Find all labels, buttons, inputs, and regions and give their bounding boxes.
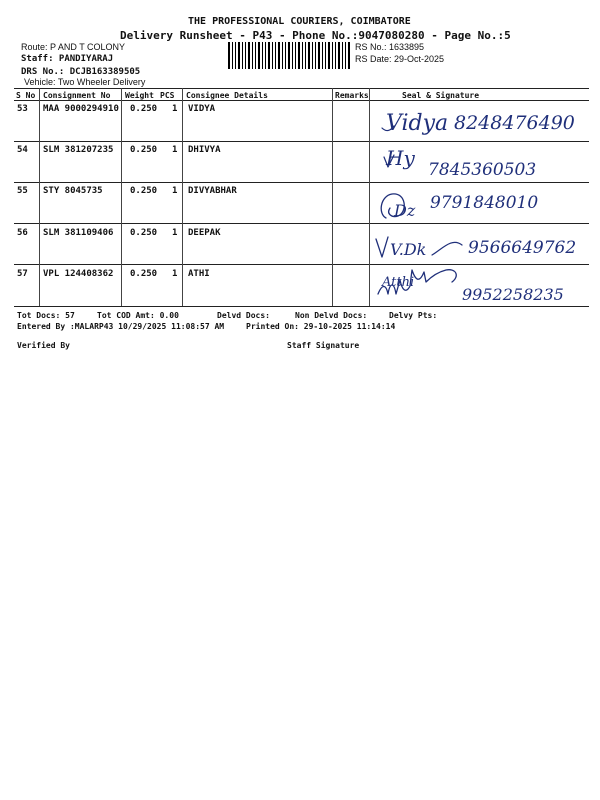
signature-deepak (372, 225, 588, 263)
barcode-bar (258, 42, 260, 69)
row-weight: 0.250 (130, 269, 158, 279)
delivered-docs: Delvd Docs: (217, 311, 270, 320)
barcode-bar (252, 42, 253, 69)
col-header-signature: Seal & Signature (402, 91, 480, 100)
row-divider (14, 264, 589, 265)
rs-date: RS Date: 29-Oct-2025 (355, 54, 445, 64)
barcode-bar (348, 42, 350, 69)
row-consignee: DIVYABHAR (188, 186, 237, 196)
barcode-bar (318, 42, 320, 69)
barcode (228, 42, 352, 69)
barcode-bar (265, 42, 266, 69)
signature-dhivya (372, 143, 588, 181)
barcode-bar (315, 42, 316, 69)
svg-text:9952258235: 9952258235 (462, 285, 564, 304)
svg-text:Dz: Dz (394, 201, 416, 220)
barcode-bar (275, 42, 276, 69)
svg-text:9566649762: 9566649762 (468, 238, 577, 258)
col-divider (332, 88, 333, 306)
drs-number: DRS No.: DCJB163389505 (21, 67, 141, 77)
barcode-bar (232, 42, 233, 69)
row-sno: 54 (17, 145, 28, 155)
svg-text:7845360503: 7845360503 (428, 160, 537, 180)
row-consignee: ATHI (188, 269, 210, 279)
row-consignee: DEEPAK (188, 228, 221, 238)
non-delivered-docs: Non Delvd Docs: (295, 311, 368, 320)
barcode-bar (308, 42, 310, 69)
table-top-rule (14, 88, 589, 89)
row-divider (14, 223, 589, 224)
row-divider (14, 182, 589, 183)
barcode-bar (242, 42, 243, 69)
row-weight: 0.250 (130, 104, 158, 114)
delivery-points: Delvy Pts: (389, 311, 438, 320)
verified-by-label: Verified By (17, 341, 70, 350)
row-consignment: VPL 124408362 (43, 269, 114, 279)
row-consignment: SLM 381109406 (43, 228, 114, 238)
signature-athi (372, 266, 588, 304)
company-title: THE PROFESSIONAL COURIERS, COIMBATORE (188, 16, 411, 27)
barcode-bar (335, 42, 336, 69)
svg-text:Atthi: Atthi (382, 275, 415, 290)
table-bottom-rule (14, 306, 589, 307)
barcode-bar (238, 42, 240, 69)
vehicle-label: Vehicle: Two Wheeler Delivery (24, 77, 146, 87)
barcode-bar (345, 42, 346, 69)
barcode-bar (302, 42, 303, 69)
row-consignment: STY 8045735 (43, 186, 103, 196)
row-consignment: MAA 9000294910 (43, 104, 119, 114)
row-consignee: DHIVYA (188, 145, 221, 155)
barcode-bar (288, 42, 290, 69)
barcode-bar (305, 42, 306, 69)
barcode-bar (245, 42, 246, 69)
col-divider (121, 88, 122, 306)
barcode-bar (278, 42, 280, 69)
row-sno: 55 (17, 186, 28, 196)
col-header-consignee: Consignee Details (186, 91, 268, 100)
row-weight: 0.250 (130, 186, 158, 196)
svg-text:9791848010: 9791848010 (430, 193, 539, 213)
total-cod-amount: Tot COD Amt: 0.00 (97, 311, 179, 320)
barcode-bar (298, 42, 300, 69)
entered-by: Entered By :MALARP43 10/29/2025 11:08:57 AM (17, 322, 225, 331)
route-label: Route: P AND T COLONY (21, 42, 126, 52)
row-pcs: 1 (172, 104, 178, 114)
col-header-pcs: PCS (160, 91, 175, 100)
total-docs: Tot Docs: 57 (17, 311, 75, 320)
staff-label: Staff: PANDIYARAJ (21, 54, 114, 64)
printed-on: Printed On: 29-10-2025 11:14:14 (246, 322, 396, 331)
row-sno: 57 (17, 269, 28, 279)
signature-vidya (372, 102, 588, 140)
signature-divyabhar (372, 184, 588, 222)
barcode-bar (332, 42, 333, 69)
barcode-bar (255, 42, 256, 69)
row-weight: 0.250 (130, 228, 158, 238)
col-header-weight: Weight (125, 91, 154, 100)
row-divider (14, 141, 589, 142)
barcode-bar (322, 42, 323, 69)
col-header-consignment: Consignment No (43, 91, 111, 100)
barcode-bar (312, 42, 313, 69)
barcode-bar (272, 42, 273, 69)
barcode-bar (325, 42, 326, 69)
barcode-bar (292, 42, 293, 69)
col-divider (182, 88, 183, 306)
barcode-bar (285, 42, 286, 69)
col-header-sno: S No (16, 91, 36, 100)
row-consignee: VIDYA (188, 104, 216, 114)
barcode-bar (342, 42, 343, 69)
runsheet-subtitle: Delivery Runsheet - P43 - Phone No.:9047080280 - Page No.:5 (120, 29, 511, 42)
barcode-bar (282, 42, 283, 69)
col-divider (369, 88, 370, 306)
svg-text:Hy: Hy (386, 146, 415, 170)
row-pcs: 1 (172, 228, 178, 238)
svg-text:8248476490: 8248476490 (454, 112, 575, 134)
row-consignment: SLM 381207235 (43, 145, 114, 155)
barcode-bar (338, 42, 340, 69)
rs-number: RS No.: 1633895 (355, 42, 425, 52)
row-pcs: 1 (172, 186, 178, 196)
barcode-bar (295, 42, 296, 69)
barcode-bar (228, 42, 230, 69)
row-pcs: 1 (172, 145, 178, 155)
svg-text:V.Dk: V.Dk (390, 240, 427, 259)
barcode-bar (235, 42, 236, 69)
row-sno: 56 (17, 228, 28, 238)
row-pcs: 1 (172, 269, 178, 279)
barcode-bar (268, 42, 270, 69)
barcode-bar (248, 42, 250, 69)
row-sno: 53 (17, 104, 28, 114)
col-divider (39, 88, 40, 306)
row-weight: 0.250 (130, 145, 158, 155)
barcode-bar (328, 42, 330, 69)
staff-signature-label: Staff Signature (287, 341, 360, 350)
table-header-rule (14, 100, 589, 101)
col-header-remarks: Remarks (335, 91, 369, 100)
barcode-bar (262, 42, 263, 69)
svg-text:Vidya: Vidya (386, 111, 449, 136)
